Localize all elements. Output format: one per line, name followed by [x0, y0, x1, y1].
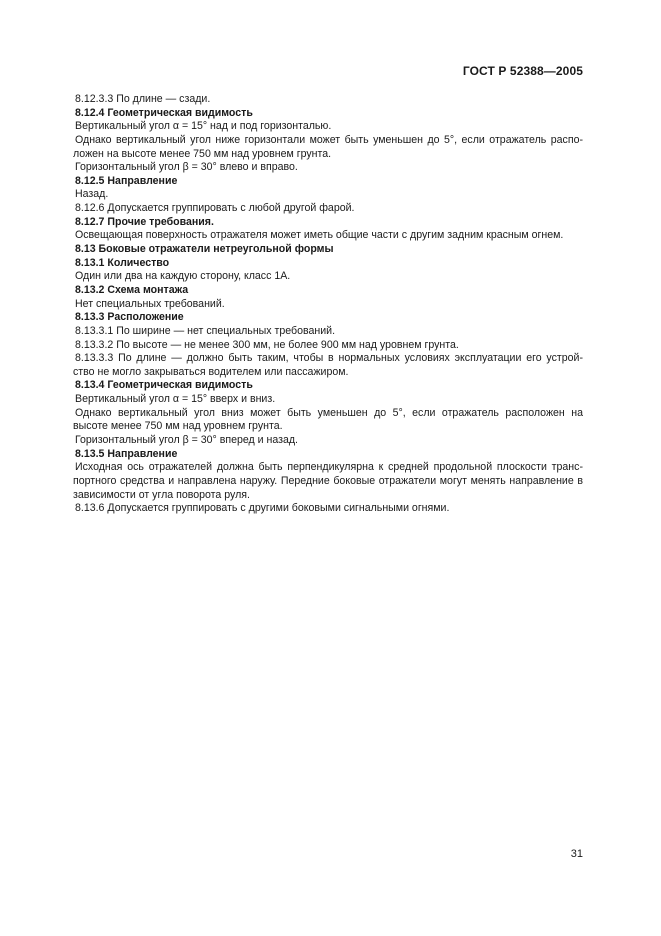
text-line: Горизонтальный угол β = 30° вперед и назад.: [75, 434, 298, 447]
page-number: 31: [570, 848, 583, 860]
text-line: Освещающая поверхность отражателя может иметь общие части с другим задним красным огнем.: [75, 229, 564, 242]
section-heading: 8.13 Боковые отражатели нетреугольной формы: [75, 243, 334, 256]
text-line: Горизонтальный угол β = 30° влево и вправо.: [75, 161, 298, 174]
document-body: [75, 93, 583, 516]
text-line: 8.13.3.2 По высоте — не менее 300 мм, не более 900 мм над уровнем грунта.: [75, 338, 459, 351]
text-line: 8.13.3.1 По ширине — нет специальных требований.: [75, 324, 336, 337]
section-heading: 8.13.3 Расположение: [75, 311, 184, 324]
section-heading: 8.12.4 Геометрическая видимость: [75, 106, 253, 119]
section-heading: 8.12.5 Направление: [75, 174, 178, 187]
text-line: портного средства и направлена наружу. Передние боковые отражатели могут менять направление в: [73, 474, 583, 487]
text-line: ство не могло закрываться водителем или пассажиром.: [73, 365, 349, 378]
text-line: Вертикальный угол α = 15° вверх и вниз.: [75, 393, 276, 406]
text-line: Назад.: [75, 188, 109, 201]
text-line: Однако вертикальный угол ниже горизонтали может быть уменьшен до 5°, если отражатель распо-: [75, 133, 583, 146]
document-code: ГОСТ Р 52388—2005: [462, 64, 583, 78]
text-line: высоте менее 750 мм над уровнем грунта.: [73, 420, 283, 433]
text-line: Нет специальных требований.: [75, 297, 225, 310]
text-line: 8.12.6 Допускается группировать с любой другой фарой.: [75, 202, 355, 215]
text-line: Исходная ось отражателей должна быть перпендикулярна к средней продольной плоскости транс-: [75, 461, 583, 474]
text-line: Один или два на каждую сторону, класс 1А.: [75, 270, 291, 283]
text-line: 8.12.3.3 По длине — сзади.: [75, 93, 211, 105]
text-line: 8.13.6 Допускается группировать с другими боковыми сигнальными огнями.: [75, 502, 450, 515]
text-line: Вертикальный угол α = 15° над и под горизонталью.: [75, 120, 332, 133]
text-line: Однако вертикальный угол вниз может быть уменьшен до 5°, если отражатель расположен на: [75, 406, 583, 419]
text-line: ложен на высоте менее 750 мм над уровнем грунта.: [73, 147, 332, 160]
section-heading: 8.13.4 Геометрическая видимость: [75, 379, 253, 392]
section-heading: 8.12.7 Прочие требования.: [75, 215, 214, 228]
section-heading: 8.13.5 Направление: [75, 447, 178, 460]
section-heading: 8.13.2 Схема монтажа: [75, 283, 189, 296]
text-line: зависимости от угла поворота руля.: [73, 488, 250, 501]
text-line: 8.13.3.3 По длине — должно быть таким, чтобы в нормальных условиях эксплуатации его устрой-: [75, 352, 583, 365]
section-heading: 8.13.1 Количество: [75, 256, 170, 269]
